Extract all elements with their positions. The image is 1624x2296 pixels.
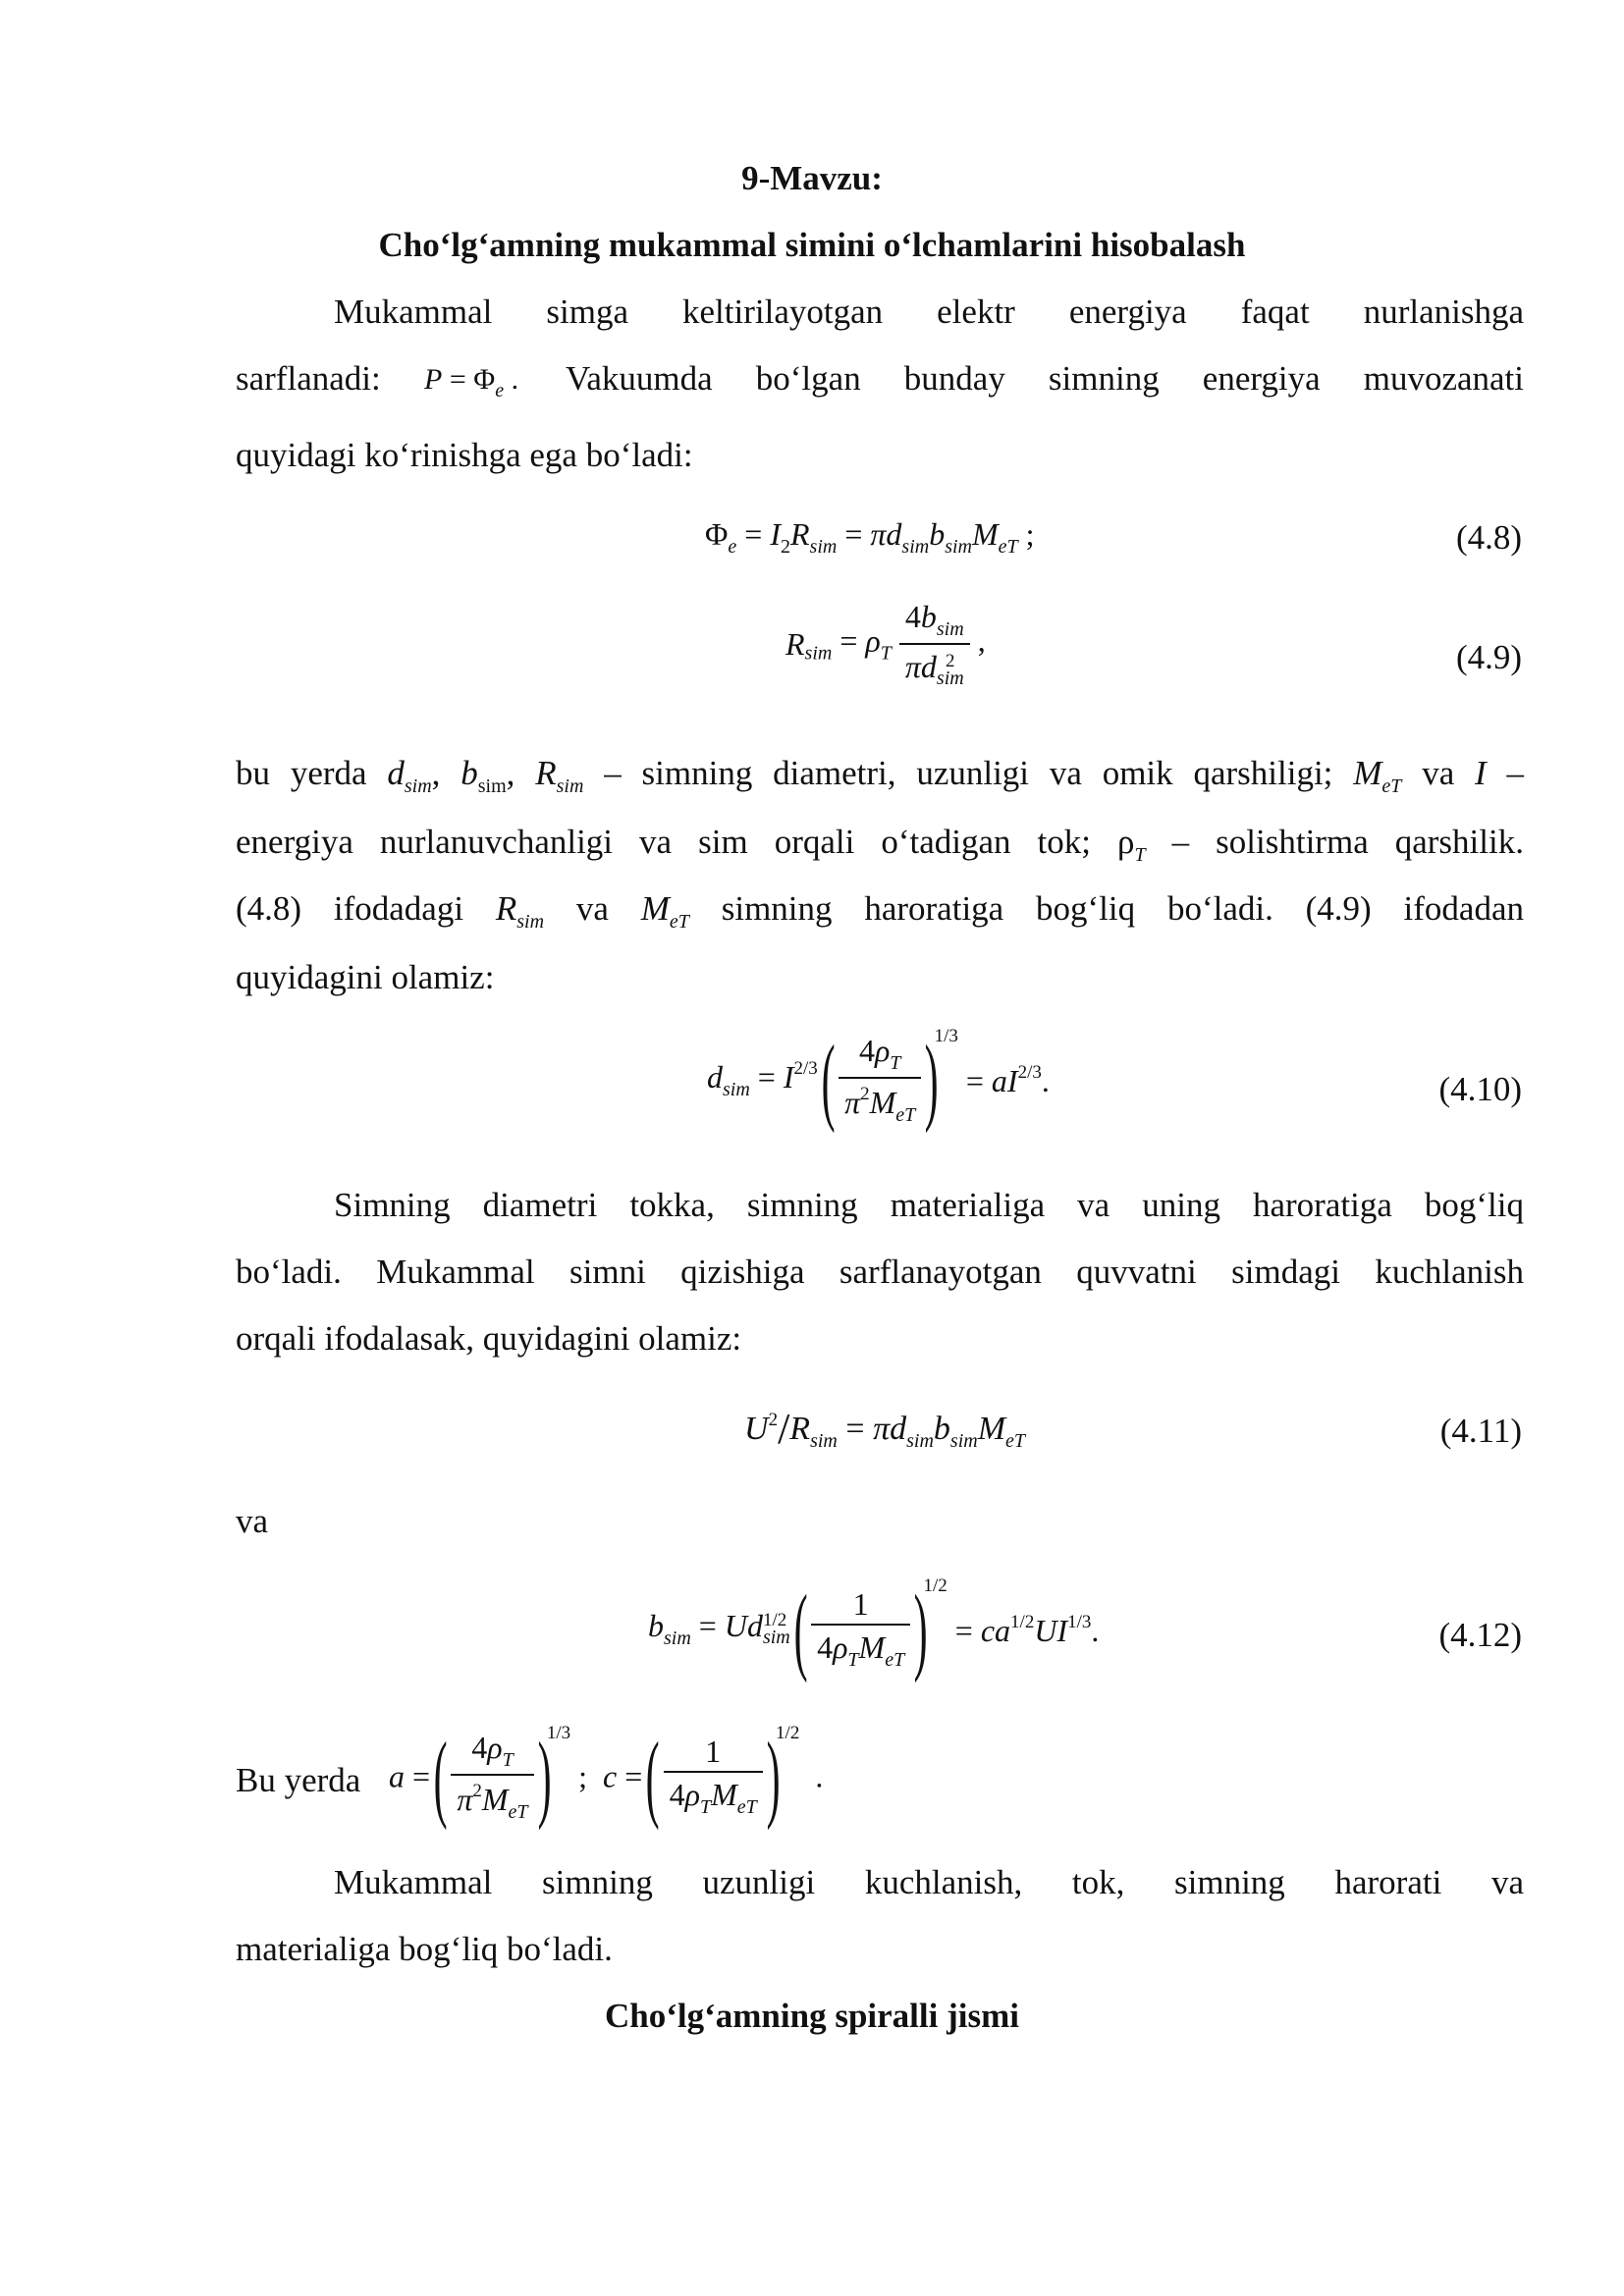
equation-4-12: $b_{sim} = Ud$ 1/2 sim ( $\frac{1}{4\rho_TM_{eT}}$ )$^{1/2} = ca^{1/2}UI^{1/3}$. bbox=[648, 1574, 1100, 1683]
equation-number-4-12: (4.12) bbox=[1438, 1616, 1522, 1654]
paragraph-4-line-1: Mukammal simning uzunligi kuchlanish, tok, simning harorati va bbox=[334, 1863, 1524, 1901]
section-title: Cho‘lg‘amning mukammal simini o‘lchamlarini hisobalash bbox=[378, 226, 1246, 264]
definitions-prefix: Bu yerda bbox=[236, 1761, 361, 1799]
equation-number-4-10: (4.10) bbox=[1438, 1070, 1522, 1108]
equation-4-11: $U^2/R_{sim} = \pi d_{sim}b_{sim}M_{eT}$ bbox=[744, 1405, 1026, 1453]
equation-number-4-11: (4.11) bbox=[1439, 1412, 1522, 1450]
paragraph-2-line-3: (4.8) ifodadagi $R_{sim}$ va $M_{eT}$ simning haroratiga bog‘liq bo‘ladi. (4.9) ifodadan bbox=[236, 889, 1524, 933]
subsection-heading: Cho‘lg‘amning spiralli jismi bbox=[605, 1997, 1019, 2035]
definitions-formula: a = ( $\frac{4\rho_T}{\pi^2M_{eT}}$ )$^{1/3}$ ; c = ( $\frac{1}{4\rho_TM_{eT}}$ )$^{1/2}$ . bbox=[389, 1721, 824, 1831]
equation-number-4-8: (4.8) bbox=[1455, 518, 1522, 557]
paragraph-3-line-2: bo‘ladi. Mukammal simni qizishiga sarflanayotgan quvvatni simdagi kuchlanish bbox=[236, 1253, 1524, 1291]
equation-4-10: $d_{sim} = I^{2/3}$ ( $\frac{4\rho_T}{\pi^2M_{eT}}$ )$^{1/3} = aI^{2/3}$. bbox=[707, 1024, 1050, 1134]
paragraph-1-line-1: Mukammal simga keltirilayotgan elektr energiya faqat nurlanishga bbox=[334, 293, 1524, 331]
paragraph-1-line-2-start: sarflanadi: bbox=[236, 359, 381, 398]
paragraph-2-line-4: quyidagini olamiz: bbox=[236, 958, 495, 996]
paragraph-1-line-3: quyidagi ko‘rinishga ega bo‘ladi: bbox=[236, 436, 693, 474]
paragraph-2-line-1: bu yerda $d_{sim}$, $b_{sim}$, $R_{sim}$ – simning diametri, uzunligi va omik qarshiligi; $M_{eT}$ va I – bbox=[236, 754, 1525, 797]
topic-heading: 9-Mavzu: bbox=[741, 159, 883, 197]
paragraph-4-line-2: materialiga bog‘liq bo‘ladi. bbox=[236, 1930, 613, 1968]
equation-4-9: $R_{sim} = \rho_T$ $4b_{sim}$ πd 2 sim , bbox=[785, 599, 986, 690]
equation-4-8: $\Phi_e = I_2R_{sim} = \pi d_{sim}b_{sim}M_{eT}$ ; bbox=[705, 516, 1035, 558]
inline-formula-p: $P = \Phi_e$ . bbox=[424, 363, 519, 401]
paragraph-2-line-2: energiya nurlanuvchanligi va sim orqali o‘tadigan tok; $\rho_T$ – solishtirma qarshilik. bbox=[236, 823, 1524, 866]
connector-text: va bbox=[236, 1502, 269, 1540]
equation-number-4-9: (4.9) bbox=[1455, 638, 1522, 676]
paragraph-3-line-3: orqali ifodalasak, quyidagini olamiz: bbox=[236, 1319, 742, 1358]
paragraph-3-line-1: Simning diametri tokka, simning materialiga va uning haroratiga bog‘liq bbox=[334, 1186, 1524, 1224]
paragraph-1-line-2-end: Vakuumda bo‘lgan bunday simning energiya muvozanati bbox=[566, 359, 1524, 398]
